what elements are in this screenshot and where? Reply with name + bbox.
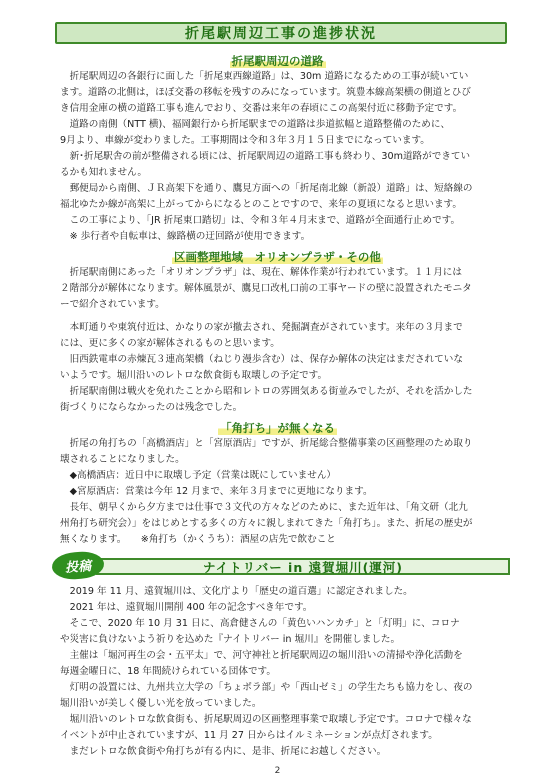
paragraph: まだレトロな飲食街や角打ちが有る内に、是非、折尾にお越しください。 bbox=[69, 746, 387, 757]
contribution-title-bar bbox=[96, 558, 510, 575]
note: ※ 歩行者や自転車は、線路横の迂回路が使用できます。 bbox=[69, 231, 311, 242]
contribution-title: ナイトリバー in 遠賀堀川(運河) bbox=[202, 559, 404, 575]
list-item: ◆高橋酒店：近日中に取壊し予定（営業は既にしていません） bbox=[69, 470, 337, 481]
paragraph: 長年、朝早くから夕方までは仕事で３文代の方々などのために、また近年は、「角文研（北九 州角打ち研究会）」をはじめとする多くの方々に親しまれてきた「角打ち」。また、折尾の歴史が 無くなります。 ※角打ち（かくうち）：酒屋の店先で飲むこと bbox=[60, 502, 473, 545]
paragraph: 新･折尾駅舎の前が整備される頃には、折尾駅周辺の道路工事も終わり、30m道路ができてい るかも知れません。 bbox=[60, 151, 471, 178]
paragraph: そこで、2020 年 10 月 31 日に、高倉健さんの「黄色いハンカチ」と「灯明」に、コロナ や災害に負けないよう祈りを込めた『ナイトリバー in 堀川』を開催しました。 bbox=[60, 618, 460, 645]
section-heading-roads: 折尾駅周辺の道路 bbox=[231, 54, 324, 68]
contribution-badge: 投稿 bbox=[51, 550, 105, 581]
paragraph: 折尾駅周辺の各銀行に面した「折尾東西線道路」は、30m 道路になるための工事が続いてい ます。道路の北側は，ほぼ交番の移転を残すのみになっています。筑豊本線高架横の側道とひび き信用金庫の横の道路工事も進んでおり、交番は来年の春頃にこの高架付近に移動予定です。 bbox=[60, 71, 471, 114]
paragraph: 2021 年は、遠賀堀川開削 400 年の記念すべき年です。 bbox=[69, 602, 313, 613]
paragraph: 灯明の設置には、九州共立大学の「ちょボラ部」や「西山ゼミ」の学生たちも協力をし、夜の 堀川沿いが美しく優しい光を放っていました。 bbox=[60, 682, 473, 709]
page-title: 折尾駅周辺工事の進捗状況 bbox=[185, 26, 377, 42]
section-heading-kakuuchi: 「角打ち」が無くなる bbox=[220, 421, 335, 435]
paragraph: 堀川沿いのレトロな飲食街も、折尾駅周辺の区画整理事業で取壊し予定です。コロナで様々な イベントが中止されていますが、11 月 27 日からはイルミネーションが点灯されます。 bbox=[60, 714, 472, 741]
paragraph: 旧西鉄電車の赤煉瓦３連高架橋（ねじり漫歩含む）は、保存か解体の決定はまだされていな いようです。堀川沿いのレトロな飲食街も取壊しの予定です。 bbox=[60, 354, 463, 381]
paragraph: 主催は「堀河再生の会・五平太」で、河守神社と折尾駅周辺の堀川沿いの清掃や浄化活動を 毎週金曜日に、18 年間続けられている団体です。 bbox=[60, 650, 463, 677]
list-item: ◆宮原酒店：営業は今年 12 月まで、来年３月までに更地になります。 bbox=[69, 486, 373, 497]
paragraph: 本町通りや東筑付近は、かなりの家が撤去され、発掘調査がされています。来年の３月まで には、更に多くの家が解体されるものと思います。 bbox=[60, 322, 463, 349]
paragraph: この工事により、「JR 折尾東口踏切」は、令和３年４月末まで、道路が全面通行止めです。 bbox=[69, 215, 461, 226]
title-banner bbox=[55, 22, 507, 44]
paragraph: 折尾駅南側は戦火を免れたことから昭和レトロの雰囲気ある街並みでしたが、それを活かした 街づくりにならなかったのは残念でした。 bbox=[60, 386, 473, 413]
contribution-banner bbox=[52, 554, 510, 578]
paragraph: 郵便局から南側、ＪＲ高架下を通り、鷹見方面への「折尾南北線（新設）道路」は、短絡線の 福北ゆたか線が高架に上がってからになるとのことですので、来年の夏頃になると思います。 bbox=[60, 183, 473, 210]
paragraph: 2019 年 11 月、遠賀堀川は、文化庁より「歴史の道百選」に認定されました。 bbox=[69, 586, 413, 597]
paragraph: 道路の南側（NTT 横)、福岡銀行から折尾駅までの道路は歩道拡幅と道路整備のために、 9月より、車線が変わりました。工事期間は令和３年３月１５日までになっています。 bbox=[60, 119, 451, 146]
page-number: 2 bbox=[274, 766, 281, 776]
paragraph: 折尾の角打ちの「高橋酒店」と「宮原酒店」ですが、折尾総合整備事業の区画整理のため取り 壊されることになりました。 bbox=[60, 438, 473, 465]
paragraph: 折尾駅南側にあった「オリオンプラザ」は、現在、解体作業が行われています。１１月には ２階部分が解体になります。解体風景が、鷹見口改札口前の工事ヤードの壁に設置されたモニタ ーで紹介されています。 bbox=[60, 267, 472, 310]
section-heading-redevelopment: 区画整理地域 オリオンプラザ・その他 bbox=[174, 250, 381, 264]
